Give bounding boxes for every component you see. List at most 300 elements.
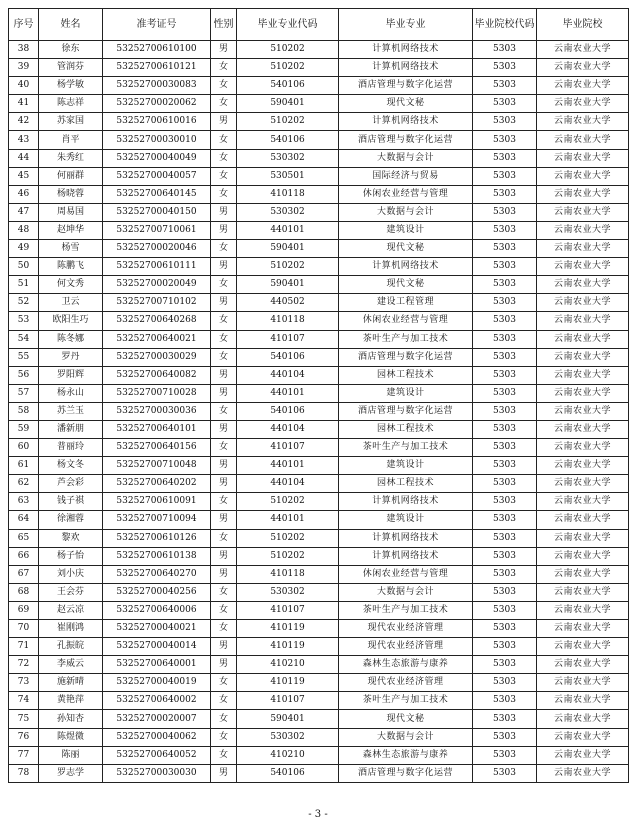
cell-school: 云南农业大学 bbox=[537, 348, 629, 366]
header-exam-no: 准考证号 bbox=[103, 9, 211, 41]
cell-major: 大数据与会计 bbox=[339, 583, 473, 601]
cell-school: 云南农业大学 bbox=[537, 203, 629, 221]
cell-exam-no: 53252700030036 bbox=[103, 402, 211, 420]
cell-school: 云南农业大学 bbox=[537, 167, 629, 185]
cell-school: 云南农业大学 bbox=[537, 185, 629, 203]
cell-exam-no: 53252700710048 bbox=[103, 457, 211, 475]
table-row bbox=[9, 402, 629, 420]
cell-name: 杨子怡 bbox=[39, 547, 103, 565]
cell-major: 建筑设计 bbox=[339, 511, 473, 529]
cell-school: 云南农业大学 bbox=[537, 728, 629, 746]
cell-exam-no: 53252700040062 bbox=[103, 728, 211, 746]
cell-name: 罗阳辉 bbox=[39, 366, 103, 384]
cell-seq: 47 bbox=[9, 203, 39, 221]
cell-gender: 女 bbox=[211, 167, 237, 185]
cell-school-code: 5303 bbox=[473, 185, 537, 203]
cell-exam-no: 53252700640156 bbox=[103, 439, 211, 457]
header-gender: 性别 bbox=[211, 9, 237, 41]
cell-major: 园林工程技术 bbox=[339, 366, 473, 384]
cell-major-code: 410210 bbox=[237, 656, 339, 674]
table-row bbox=[9, 674, 629, 692]
cell-school-code: 5303 bbox=[473, 95, 537, 113]
cell-gender: 男 bbox=[211, 113, 237, 131]
cell-seq: 39 bbox=[9, 59, 39, 77]
cell-major-code: 410119 bbox=[237, 674, 339, 692]
cell-school: 云南农业大学 bbox=[537, 764, 629, 782]
cell-major-code: 440101 bbox=[237, 221, 339, 239]
cell-seq: 61 bbox=[9, 457, 39, 475]
cell-name: 刘小庆 bbox=[39, 565, 103, 583]
cell-major: 休闲农业经营与管理 bbox=[339, 565, 473, 583]
table-row bbox=[9, 312, 629, 330]
cell-school-code: 5303 bbox=[473, 294, 537, 312]
cell-school-code: 5303 bbox=[473, 746, 537, 764]
cell-school-code: 5303 bbox=[473, 439, 537, 457]
cell-school: 云南农业大学 bbox=[537, 402, 629, 420]
cell-seq: 71 bbox=[9, 638, 39, 656]
cell-major: 酒店管理与数字化运营 bbox=[339, 77, 473, 95]
cell-seq: 59 bbox=[9, 420, 39, 438]
cell-gender: 男 bbox=[211, 420, 237, 438]
cell-school: 云南农业大学 bbox=[537, 131, 629, 149]
cell-seq: 70 bbox=[9, 620, 39, 638]
table-row bbox=[9, 457, 629, 475]
cell-school-code: 5303 bbox=[473, 77, 537, 95]
cell-gender: 男 bbox=[211, 565, 237, 583]
cell-school-code: 5303 bbox=[473, 131, 537, 149]
cell-gender: 女 bbox=[211, 493, 237, 511]
cell-seq: 66 bbox=[9, 547, 39, 565]
table-row bbox=[9, 638, 629, 656]
cell-school: 云南农业大学 bbox=[537, 439, 629, 457]
cell-major: 计算机网络技术 bbox=[339, 113, 473, 131]
table-row bbox=[9, 692, 629, 710]
cell-seq: 46 bbox=[9, 185, 39, 203]
cell-major: 现代农业经济管理 bbox=[339, 674, 473, 692]
cell-name: 徐湘蓉 bbox=[39, 511, 103, 529]
cell-seq: 72 bbox=[9, 656, 39, 674]
table-row bbox=[9, 258, 629, 276]
cell-name: 徐东 bbox=[39, 41, 103, 59]
cell-school-code: 5303 bbox=[473, 511, 537, 529]
cell-school-code: 5303 bbox=[473, 276, 537, 294]
cell-school: 云南农业大学 bbox=[537, 294, 629, 312]
cell-school: 云南农业大学 bbox=[537, 258, 629, 276]
cell-seq: 67 bbox=[9, 565, 39, 583]
cell-school: 云南农业大学 bbox=[537, 692, 629, 710]
cell-school: 云南农业大学 bbox=[537, 330, 629, 348]
cell-school: 云南农业大学 bbox=[537, 457, 629, 475]
cell-major: 建筑设计 bbox=[339, 457, 473, 475]
cell-exam-no: 53252700040014 bbox=[103, 638, 211, 656]
cell-major-code: 510202 bbox=[237, 258, 339, 276]
cell-major: 茶叶生产与加工技术 bbox=[339, 330, 473, 348]
cell-gender: 女 bbox=[211, 77, 237, 95]
cell-major: 茶叶生产与加工技术 bbox=[339, 439, 473, 457]
cell-name: 钱子祺 bbox=[39, 493, 103, 511]
cell-seq: 52 bbox=[9, 294, 39, 312]
cell-school: 云南农业大学 bbox=[537, 240, 629, 258]
cell-gender: 女 bbox=[211, 728, 237, 746]
cell-seq: 41 bbox=[9, 95, 39, 113]
table-row bbox=[9, 728, 629, 746]
cell-seq: 73 bbox=[9, 674, 39, 692]
cell-gender: 女 bbox=[211, 620, 237, 638]
cell-name: 王会芬 bbox=[39, 583, 103, 601]
cell-gender: 女 bbox=[211, 529, 237, 547]
cell-exam-no: 53252700610091 bbox=[103, 493, 211, 511]
table-row bbox=[9, 366, 629, 384]
cell-major: 酒店管理与数字化运营 bbox=[339, 764, 473, 782]
cell-seq: 78 bbox=[9, 764, 39, 782]
cell-school-code: 5303 bbox=[473, 728, 537, 746]
cell-school: 云南农业大学 bbox=[537, 113, 629, 131]
cell-major-code: 440101 bbox=[237, 511, 339, 529]
cell-name: 杨永山 bbox=[39, 384, 103, 402]
cell-name: 李威云 bbox=[39, 656, 103, 674]
table-row bbox=[9, 77, 629, 95]
cell-seq: 45 bbox=[9, 167, 39, 185]
table-row bbox=[9, 420, 629, 438]
cell-gender: 女 bbox=[211, 348, 237, 366]
cell-gender: 女 bbox=[211, 583, 237, 601]
cell-school-code: 5303 bbox=[473, 674, 537, 692]
cell-exam-no: 53252700030083 bbox=[103, 77, 211, 95]
cell-school-code: 5303 bbox=[473, 203, 537, 221]
cell-major: 大数据与会计 bbox=[339, 203, 473, 221]
cell-major-code: 440502 bbox=[237, 294, 339, 312]
table-row bbox=[9, 493, 629, 511]
table-row bbox=[9, 221, 629, 239]
cell-seq: 77 bbox=[9, 746, 39, 764]
cell-school: 云南农业大学 bbox=[537, 77, 629, 95]
cell-major-code: 540106 bbox=[237, 402, 339, 420]
table-row bbox=[9, 240, 629, 258]
cell-gender: 男 bbox=[211, 258, 237, 276]
cell-name: 何文秀 bbox=[39, 276, 103, 294]
cell-gender: 男 bbox=[211, 656, 237, 674]
cell-seq: 57 bbox=[9, 384, 39, 402]
cell-gender: 女 bbox=[211, 312, 237, 330]
cell-exam-no: 53252700020007 bbox=[103, 710, 211, 728]
cell-major: 园林工程技术 bbox=[339, 420, 473, 438]
cell-major: 现代文秘 bbox=[339, 95, 473, 113]
cell-school: 云南农业大学 bbox=[537, 59, 629, 77]
header-seq: 序号 bbox=[9, 9, 39, 41]
cell-school-code: 5303 bbox=[473, 475, 537, 493]
cell-major-code: 510202 bbox=[237, 529, 339, 547]
cell-seq: 69 bbox=[9, 601, 39, 619]
table-row bbox=[9, 113, 629, 131]
cell-seq: 60 bbox=[9, 439, 39, 457]
cell-school: 云南农业大学 bbox=[537, 547, 629, 565]
cell-school: 云南农业大学 bbox=[537, 529, 629, 547]
table-row bbox=[9, 583, 629, 601]
cell-gender: 女 bbox=[211, 59, 237, 77]
cell-school-code: 5303 bbox=[473, 59, 537, 77]
cell-major: 建筑设计 bbox=[339, 384, 473, 402]
cell-major-code: 540106 bbox=[237, 131, 339, 149]
cell-school: 云南农业大学 bbox=[537, 420, 629, 438]
cell-exam-no: 53252700610126 bbox=[103, 529, 211, 547]
cell-major-code: 510202 bbox=[237, 113, 339, 131]
cell-school: 云南农业大学 bbox=[537, 149, 629, 167]
cell-major-code: 410107 bbox=[237, 692, 339, 710]
cell-school-code: 5303 bbox=[473, 330, 537, 348]
cell-major-code: 510202 bbox=[237, 547, 339, 565]
cell-school-code: 5303 bbox=[473, 565, 537, 583]
cell-name: 管润芬 bbox=[39, 59, 103, 77]
cell-major: 现代文秘 bbox=[339, 240, 473, 258]
cell-school: 云南农业大学 bbox=[537, 583, 629, 601]
cell-exam-no: 53252700610121 bbox=[103, 59, 211, 77]
cell-major: 计算机网络技术 bbox=[339, 41, 473, 59]
cell-school-code: 5303 bbox=[473, 240, 537, 258]
cell-major-code: 510202 bbox=[237, 59, 339, 77]
cell-name: 朱秀红 bbox=[39, 149, 103, 167]
cell-gender: 女 bbox=[211, 710, 237, 728]
cell-seq: 40 bbox=[9, 77, 39, 95]
cell-exam-no: 53252700640021 bbox=[103, 330, 211, 348]
cell-major: 现代文秘 bbox=[339, 276, 473, 294]
table-row bbox=[9, 710, 629, 728]
cell-major: 大数据与会计 bbox=[339, 728, 473, 746]
cell-seq: 65 bbox=[9, 529, 39, 547]
table-body bbox=[9, 41, 629, 783]
cell-major-code: 590401 bbox=[237, 276, 339, 294]
cell-gender: 男 bbox=[211, 366, 237, 384]
cell-exam-no: 53252700030010 bbox=[103, 131, 211, 149]
cell-seq: 55 bbox=[9, 348, 39, 366]
header-major-code: 毕业专业代码 bbox=[237, 9, 339, 41]
cell-school: 云南农业大学 bbox=[537, 656, 629, 674]
cell-name: 卫云 bbox=[39, 294, 103, 312]
cell-name: 杨学敏 bbox=[39, 77, 103, 95]
cell-major: 计算机网络技术 bbox=[339, 59, 473, 77]
cell-seq: 64 bbox=[9, 511, 39, 529]
cell-school-code: 5303 bbox=[473, 583, 537, 601]
cell-major-code: 440104 bbox=[237, 475, 339, 493]
table-row bbox=[9, 294, 629, 312]
cell-seq: 48 bbox=[9, 221, 39, 239]
cell-school-code: 5303 bbox=[473, 457, 537, 475]
cell-name: 罗志学 bbox=[39, 764, 103, 782]
table-row bbox=[9, 149, 629, 167]
cell-school: 云南农业大学 bbox=[537, 41, 629, 59]
cell-school: 云南农业大学 bbox=[537, 221, 629, 239]
header-school-code: 毕业院校代码 bbox=[473, 9, 537, 41]
cell-gender: 女 bbox=[211, 276, 237, 294]
cell-major-code: 440104 bbox=[237, 366, 339, 384]
cell-gender: 男 bbox=[211, 384, 237, 402]
cell-major-code: 410107 bbox=[237, 439, 339, 457]
cell-seq: 75 bbox=[9, 710, 39, 728]
cell-school-code: 5303 bbox=[473, 113, 537, 131]
cell-name: 赵坤华 bbox=[39, 221, 103, 239]
cell-school: 云南农业大学 bbox=[537, 384, 629, 402]
cell-gender: 女 bbox=[211, 185, 237, 203]
table-row bbox=[9, 529, 629, 547]
cell-exam-no: 53252700020062 bbox=[103, 95, 211, 113]
cell-major-code: 590401 bbox=[237, 95, 339, 113]
cell-exam-no: 53252700610100 bbox=[103, 41, 211, 59]
cell-name: 普丽玲 bbox=[39, 439, 103, 457]
cell-gender: 女 bbox=[211, 674, 237, 692]
cell-gender: 女 bbox=[211, 131, 237, 149]
cell-exam-no: 53252700710028 bbox=[103, 384, 211, 402]
cell-major-code: 410119 bbox=[237, 638, 339, 656]
cell-school: 云南农业大学 bbox=[537, 746, 629, 764]
cell-gender: 男 bbox=[211, 511, 237, 529]
cell-seq: 56 bbox=[9, 366, 39, 384]
cell-seq: 51 bbox=[9, 276, 39, 294]
cell-gender: 男 bbox=[211, 294, 237, 312]
cell-exam-no: 53252700020046 bbox=[103, 240, 211, 258]
cell-seq: 38 bbox=[9, 41, 39, 59]
cell-major: 园林工程技术 bbox=[339, 475, 473, 493]
cell-major-code: 590401 bbox=[237, 240, 339, 258]
cell-gender: 女 bbox=[211, 746, 237, 764]
cell-name: 赵云凉 bbox=[39, 601, 103, 619]
cell-name: 孙知杏 bbox=[39, 710, 103, 728]
cell-school-code: 5303 bbox=[473, 402, 537, 420]
table-header-row bbox=[9, 9, 629, 41]
cell-school-code: 5303 bbox=[473, 149, 537, 167]
cell-major: 现代农业经济管理 bbox=[339, 620, 473, 638]
cell-exam-no: 53252700640052 bbox=[103, 746, 211, 764]
cell-name: 黎欢 bbox=[39, 529, 103, 547]
cell-school: 云南农业大学 bbox=[537, 312, 629, 330]
cell-exam-no: 53252700030029 bbox=[103, 348, 211, 366]
header-name: 姓名 bbox=[39, 9, 103, 41]
cell-major-code: 540106 bbox=[237, 764, 339, 782]
cell-seq: 76 bbox=[9, 728, 39, 746]
cell-exam-no: 53252700040057 bbox=[103, 167, 211, 185]
table-row bbox=[9, 95, 629, 113]
cell-gender: 男 bbox=[211, 221, 237, 239]
cell-exam-no: 53252700640001 bbox=[103, 656, 211, 674]
cell-exam-no: 53252700640006 bbox=[103, 601, 211, 619]
cell-school-code: 5303 bbox=[473, 312, 537, 330]
cell-major: 休闲农业经营与管理 bbox=[339, 312, 473, 330]
cell-exam-no: 53252700640145 bbox=[103, 185, 211, 203]
cell-major: 计算机网络技术 bbox=[339, 547, 473, 565]
cell-school-code: 5303 bbox=[473, 529, 537, 547]
table-row bbox=[9, 656, 629, 674]
cell-name: 陈冬娜 bbox=[39, 330, 103, 348]
cell-seq: 54 bbox=[9, 330, 39, 348]
cell-exam-no: 53252700710094 bbox=[103, 511, 211, 529]
cell-major-code: 510202 bbox=[237, 41, 339, 59]
cell-major-code: 410118 bbox=[237, 185, 339, 203]
cell-major-code: 530501 bbox=[237, 167, 339, 185]
cell-name: 罗丹 bbox=[39, 348, 103, 366]
table-row bbox=[9, 348, 629, 366]
cell-major-code: 410210 bbox=[237, 746, 339, 764]
cell-major: 茶叶生产与加工技术 bbox=[339, 601, 473, 619]
cell-exam-no: 53252700040049 bbox=[103, 149, 211, 167]
cell-gender: 男 bbox=[211, 203, 237, 221]
cell-major: 现代农业经济管理 bbox=[339, 638, 473, 656]
cell-school-code: 5303 bbox=[473, 547, 537, 565]
cell-major: 建设工程管理 bbox=[339, 294, 473, 312]
table-row bbox=[9, 620, 629, 638]
table-row bbox=[9, 59, 629, 77]
cell-gender: 女 bbox=[211, 240, 237, 258]
cell-major: 计算机网络技术 bbox=[339, 258, 473, 276]
cell-major: 休闲农业经营与管理 bbox=[339, 185, 473, 203]
cell-name: 陈志祥 bbox=[39, 95, 103, 113]
cell-major-code: 440101 bbox=[237, 457, 339, 475]
cell-name: 陈煜微 bbox=[39, 728, 103, 746]
cell-exam-no: 53252700610138 bbox=[103, 547, 211, 565]
cell-school: 云南农业大学 bbox=[537, 366, 629, 384]
cell-major-code: 540106 bbox=[237, 77, 339, 95]
cell-name: 陈鹏飞 bbox=[39, 258, 103, 276]
table-row bbox=[9, 41, 629, 59]
cell-major: 酒店管理与数字化运营 bbox=[339, 348, 473, 366]
cell-gender: 女 bbox=[211, 601, 237, 619]
cell-school-code: 5303 bbox=[473, 493, 537, 511]
table-row bbox=[9, 746, 629, 764]
cell-name: 黄艳萍 bbox=[39, 692, 103, 710]
cell-major: 建筑设计 bbox=[339, 221, 473, 239]
cell-school: 云南农业大学 bbox=[537, 511, 629, 529]
cell-exam-no: 53252700030030 bbox=[103, 764, 211, 782]
table-row bbox=[9, 330, 629, 348]
cell-name: 杨文冬 bbox=[39, 457, 103, 475]
cell-major-code: 440101 bbox=[237, 384, 339, 402]
cell-seq: 44 bbox=[9, 149, 39, 167]
cell-gender: 男 bbox=[211, 764, 237, 782]
cell-seq: 62 bbox=[9, 475, 39, 493]
cell-exam-no: 53252700640270 bbox=[103, 565, 211, 583]
cell-school-code: 5303 bbox=[473, 656, 537, 674]
cell-exam-no: 53252700020049 bbox=[103, 276, 211, 294]
cell-exam-no: 53252700640202 bbox=[103, 475, 211, 493]
cell-name: 苏家国 bbox=[39, 113, 103, 131]
table-row bbox=[9, 565, 629, 583]
cell-gender: 男 bbox=[211, 547, 237, 565]
cell-major: 茶叶生产与加工技术 bbox=[339, 692, 473, 710]
cell-school-code: 5303 bbox=[473, 620, 537, 638]
cell-major: 酒店管理与数字化运营 bbox=[339, 131, 473, 149]
cell-name: 崔刚鸿 bbox=[39, 620, 103, 638]
cell-school-code: 5303 bbox=[473, 420, 537, 438]
cell-seq: 50 bbox=[9, 258, 39, 276]
cell-gender: 女 bbox=[211, 330, 237, 348]
cell-gender: 男 bbox=[211, 475, 237, 493]
cell-name: 施新晴 bbox=[39, 674, 103, 692]
cell-school-code: 5303 bbox=[473, 710, 537, 728]
cell-exam-no: 53252700040019 bbox=[103, 674, 211, 692]
table-row bbox=[9, 203, 629, 221]
cell-school-code: 5303 bbox=[473, 167, 537, 185]
cell-school-code: 5303 bbox=[473, 601, 537, 619]
cell-name: 潘新朋 bbox=[39, 420, 103, 438]
cell-seq: 43 bbox=[9, 131, 39, 149]
cell-major: 国际经济与贸易 bbox=[339, 167, 473, 185]
table-row bbox=[9, 439, 629, 457]
cell-exam-no: 53252700710102 bbox=[103, 294, 211, 312]
cell-name: 杨雪 bbox=[39, 240, 103, 258]
cell-exam-no: 53252700040021 bbox=[103, 620, 211, 638]
cell-major-code: 530302 bbox=[237, 149, 339, 167]
header-school: 毕业院校 bbox=[537, 9, 629, 41]
table-row bbox=[9, 764, 629, 782]
cell-gender: 女 bbox=[211, 149, 237, 167]
cell-gender: 女 bbox=[211, 402, 237, 420]
